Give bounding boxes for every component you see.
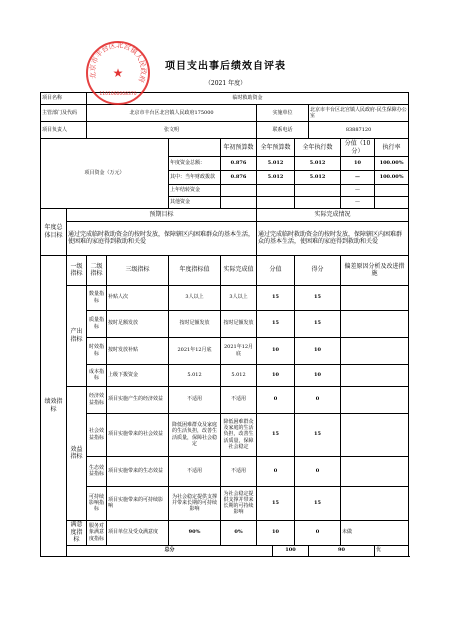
goals-row (41, 221, 409, 255)
page-title: 项目支出事后绩效自评表 (165, 61, 286, 72)
indicator-section-label: 绩效指标 (41, 255, 67, 556)
target-cell: 90% (169, 520, 221, 545)
l3-cell: 项目实施带来的生态效益 (107, 456, 169, 486)
indicator-header: 得分 (295, 255, 341, 285)
l3-cell: 按时发放补贴 (107, 337, 169, 364)
l2-cell: 数量指标 (87, 285, 107, 310)
score-cell: 15 (257, 413, 295, 456)
table-row (41, 413, 409, 456)
got-cell: 15 (295, 413, 341, 456)
target-cell: 降低困难群众及家庭的生活负担，改善生活质量，保障社会稳定 (169, 413, 221, 456)
l2-cell: 经济效益指标 (87, 386, 107, 413)
funds-row-name: 上年结转资金 (169, 184, 221, 196)
actual-cell: 不适用 (221, 386, 257, 413)
target-cell: 5.012 (169, 364, 221, 386)
phone-value: 83887120 (309, 122, 409, 139)
note-cell (341, 337, 409, 364)
funds-header: 全年预算数 (257, 139, 295, 157)
goals-label: 年度总体目标 (41, 208, 67, 255)
note-cell (341, 310, 409, 337)
score-cell: 0 (257, 456, 295, 486)
got-cell: 0 (295, 520, 341, 545)
score-cell: 15 (257, 486, 295, 520)
note-cell: 未做 (341, 520, 409, 545)
funds-cell (375, 196, 409, 208)
table-row (41, 520, 409, 545)
l3-cell: 项目单位及受众满意度 (107, 520, 169, 545)
evaluation-table (40, 92, 409, 557)
funds-header-row (41, 139, 409, 157)
funds-cell (221, 184, 257, 196)
funds-header: 年初预算数 (221, 139, 257, 157)
funds-cell: 5.012 (295, 170, 341, 184)
l3-cell: 补贴人次 (107, 285, 169, 310)
seal-star-icon: ★ (112, 66, 124, 80)
indicator-header: 实际完成值 (221, 255, 257, 285)
funds-cell (295, 196, 341, 208)
indicator-header: 年度指标值 (169, 255, 221, 285)
phone-label: 联系电话 (257, 122, 309, 139)
total-note: 优 (375, 545, 409, 556)
l2-cell: 生态效益指标 (87, 456, 107, 486)
output-indicator-label: 产出指标 (67, 285, 87, 386)
funds-cell (257, 184, 295, 196)
unit-value: 北京市丰台区北宫镇人民政府-民生保障办公室 (309, 105, 409, 122)
score-cell: 15 (257, 285, 295, 310)
satisfaction-indicator-label: 满意度指标 (67, 520, 87, 545)
target-cell: 3人以上 (169, 285, 221, 310)
expected-goal: 通过完成临时救助资金的按时发放，保障辖区内困难群众的基本生活，使困难的家庭得到救助和关爱 (67, 221, 257, 255)
funds-cell: 5.012 (257, 157, 295, 171)
got-cell: 15 (295, 310, 341, 337)
indicator-header: 三级指标 (107, 255, 169, 285)
indicator-header-row (41, 255, 409, 285)
actual-cell: 为社会稳定提供支撑并带来长期的可持续影响 (221, 486, 257, 520)
funds-cell: 100.00% (375, 170, 409, 184)
project-name-label: 项目名称 (41, 93, 87, 105)
note-cell (341, 486, 409, 520)
seal-code: 1101060008370 (99, 92, 137, 97)
funds-cell (375, 184, 409, 196)
note-cell (341, 456, 409, 486)
l2-cell: 成本指标 (87, 364, 107, 386)
report-year: （2021 年度） (204, 80, 247, 87)
l2-cell: 时效指标 (87, 337, 107, 364)
seal-text: 北京市丰台区北宫镇人民政府 (88, 41, 148, 84)
funds-cell: 0.876 (221, 157, 257, 171)
actual-cell: 按时足额发放 (221, 310, 257, 337)
unit-label: 实施单位 (257, 105, 309, 122)
got-cell: 0 (295, 456, 341, 486)
l3-cell: 上级下拨资金 (107, 364, 169, 386)
actual-goal: 通过完成临时救助资金的按时发放，保障辖区内困难群众的基本生活，使困难的家庭得到救助和关爱 (257, 221, 409, 255)
funds-blank-header (169, 139, 221, 157)
l2-cell: 可持续影响指标 (87, 486, 107, 520)
table-row (41, 456, 409, 486)
got-cell: 15 (295, 285, 341, 310)
l2-cell: 服务对象满意度指标 (87, 520, 107, 545)
note-cell (341, 285, 409, 310)
score-cell: 0 (257, 386, 295, 413)
table-row (41, 386, 409, 413)
funds-cell: — (341, 196, 375, 208)
got-cell: 15 (295, 486, 341, 520)
expected-goal-label: 预期目标 (67, 208, 257, 221)
got-cell: 0 (295, 386, 341, 413)
table-row (41, 337, 409, 364)
project-name: 临时救助资金 (87, 93, 409, 105)
got-cell: 10 (295, 364, 341, 386)
total-label: 总分 (67, 545, 273, 556)
total-score: 100 (273, 545, 309, 556)
funds-header: 执行率 (375, 139, 409, 157)
l2-cell: 质量指标 (87, 310, 107, 337)
table-row (41, 486, 409, 520)
target-cell: 不适用 (169, 386, 221, 413)
goals-header-row (41, 208, 409, 221)
funds-label: 项目资金（万元） (41, 139, 169, 209)
note-cell (341, 413, 409, 456)
l2-cell: 社会效益指标 (87, 413, 107, 456)
row-owner (41, 122, 409, 139)
l3-cell: 按时足额发放 (107, 310, 169, 337)
funds-header: 全年执行数 (295, 139, 341, 157)
got-cell: 10 (295, 337, 341, 364)
funds-cell (257, 196, 295, 208)
target-cell: 按时足额发放 (169, 310, 221, 337)
funds-cell (221, 196, 257, 208)
table-row (41, 285, 409, 310)
indicator-header: 分值 (257, 255, 295, 285)
actual-cell: 5.012 (221, 364, 257, 386)
owner-label: 项目负责人 (41, 122, 87, 139)
score-cell: 15 (257, 310, 295, 337)
note-cell (341, 386, 409, 413)
funds-cell: — (341, 184, 375, 196)
funds-cell: — (341, 170, 375, 184)
l3-cell: 项目实施带来的社会效益 (107, 413, 169, 456)
l3-cell: 项目实施产生的经济效益 (107, 386, 169, 413)
funds-cell: 100.00% (375, 157, 409, 171)
total-row (41, 545, 409, 556)
row-department (41, 105, 409, 122)
indicator-header: 一级指标 (67, 255, 87, 285)
funds-cell: 0.876 (221, 170, 257, 184)
table-row (41, 310, 409, 337)
funds-cell: 5.012 (257, 170, 295, 184)
actual-goal-label: 实际完成情况 (257, 208, 409, 221)
total-got: 90 (309, 545, 375, 556)
target-cell: 不适用 (169, 456, 221, 486)
official-seal-stamp (85, 40, 151, 106)
dept-label: 主管部门及代码 (41, 105, 87, 122)
funds-header: 分值（10分） (341, 139, 375, 157)
table-row (41, 364, 409, 386)
l3-cell: 项目实施带来的可持续影响 (107, 486, 169, 520)
actual-cell: 降低困难群众及家庭的生活负担，改善生活质量，保障社会稳定 (221, 413, 257, 456)
funds-cell: 10 (341, 157, 375, 171)
funds-row-name: 其中：当年财政拨款 (169, 170, 221, 184)
score-cell: 10 (257, 337, 295, 364)
owner-value: 张文明 (87, 122, 257, 139)
funds-cell: 5.012 (295, 157, 341, 171)
score-cell: 10 (257, 364, 295, 386)
funds-cell (295, 184, 341, 196)
target-cell: 为社会稳定提供支撑并带来长期的可持续影响 (169, 486, 221, 520)
funds-row-name: 其他资金 (169, 196, 221, 208)
dept-value: 北京市丰台区北宫镇人民政府175000 (87, 105, 257, 122)
note-cell (341, 364, 409, 386)
benefit-indicator-label: 效益指标 (67, 386, 87, 520)
score-cell: 10 (257, 520, 295, 545)
funds-row-name: 年度资金总额： (169, 157, 221, 171)
actual-cell: 0% (221, 520, 257, 545)
actual-cell: 2021年12月底 (221, 337, 257, 364)
indicator-header: 二级指标 (87, 255, 107, 285)
actual-cell: 不适用 (221, 456, 257, 486)
indicator-header: 偏差原因分析及改进措施 (341, 255, 409, 285)
target-cell: 2021年12月底 (169, 337, 221, 364)
actual-cell: 3人以上 (221, 285, 257, 310)
